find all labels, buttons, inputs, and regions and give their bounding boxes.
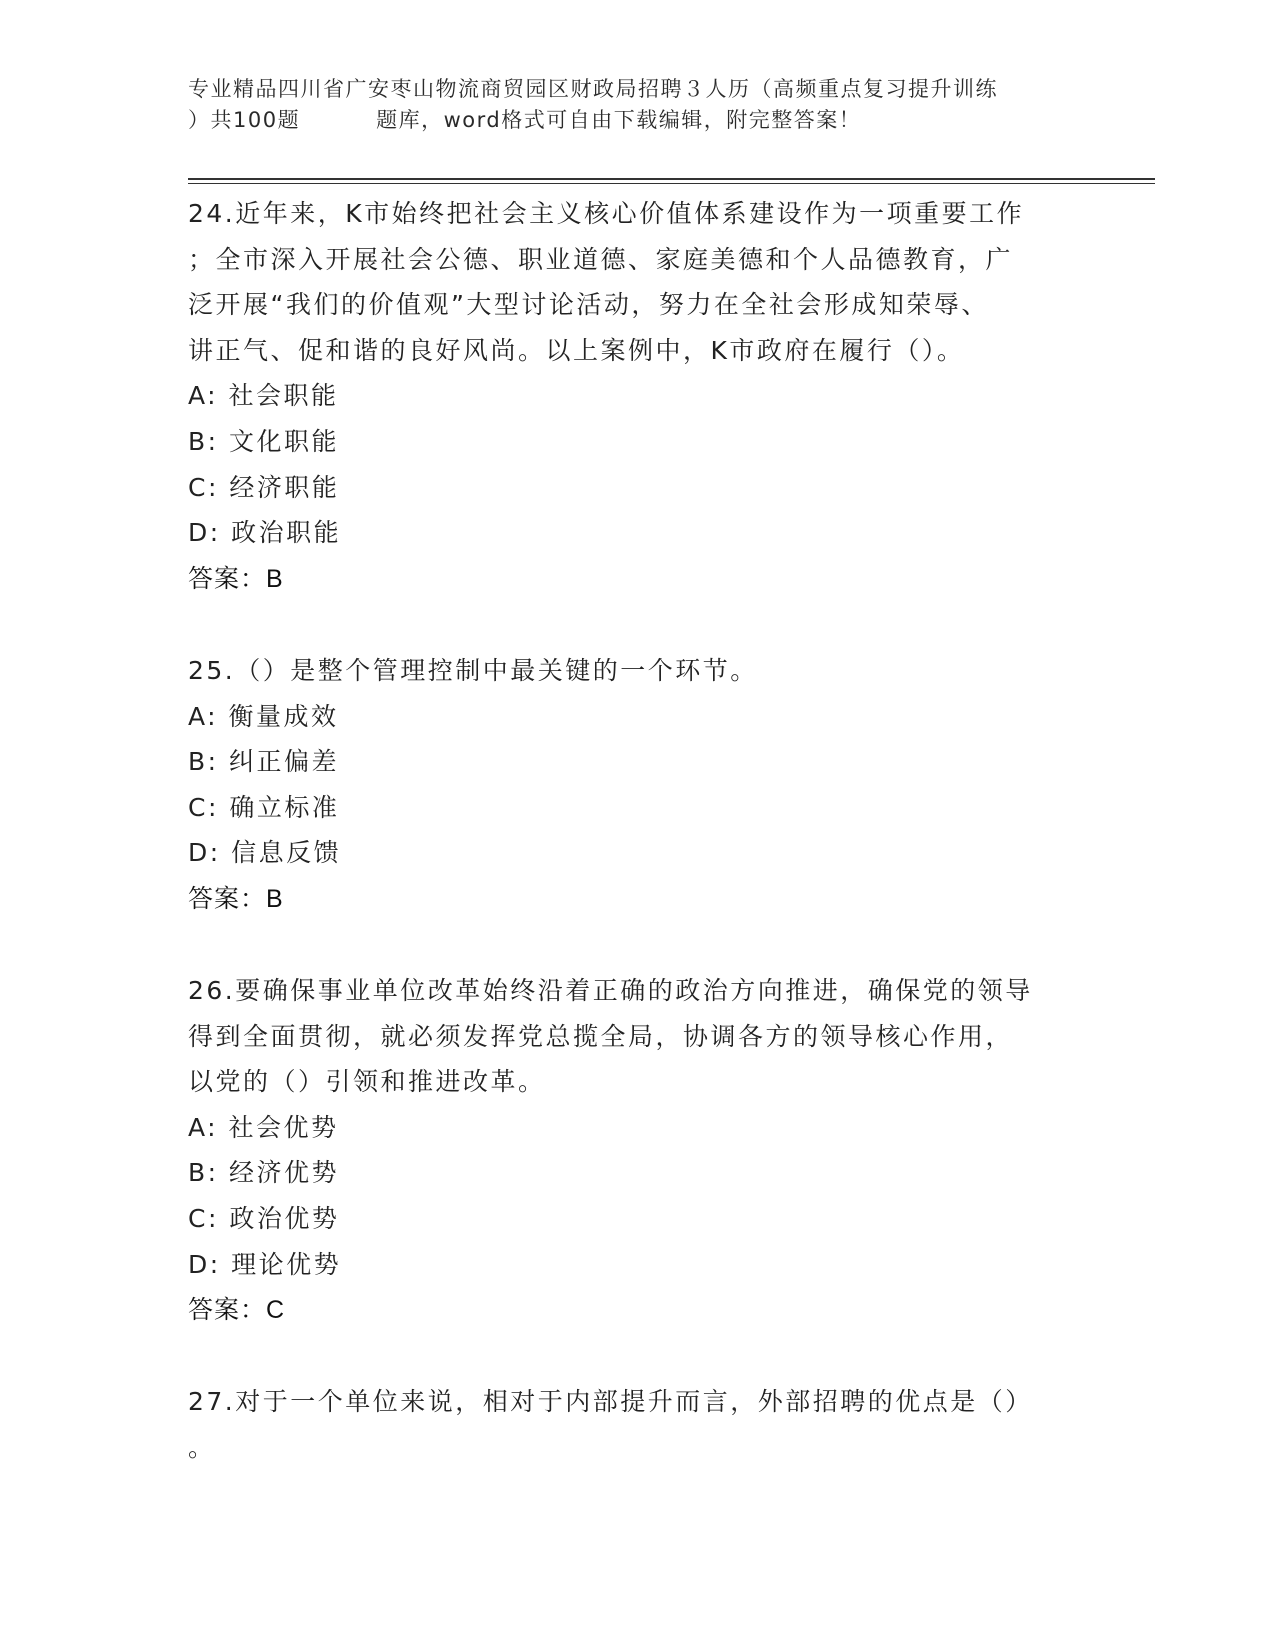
question-stem [188, 191, 1088, 373]
stem-line: 。 [188, 1433, 216, 1463]
question-27 [188, 1379, 1088, 1470]
header-title-line-1: 专业精品四川省广安枣山物流商贸园区财政局招聘３人历（高频重点复习提升训练 [188, 77, 998, 101]
header-divider-thin [188, 183, 1155, 184]
option-b: B: 文化职能 [188, 426, 340, 456]
answer-label: 答案： [188, 1295, 267, 1325]
option-c: C: 经济职能 [188, 472, 340, 502]
header-count: ）共100题 [188, 108, 301, 132]
stem-line: 25.（）是整个管理控制中最关键的一个环节。 [188, 655, 758, 685]
answer-label: 答案： [188, 883, 267, 913]
stem-line: 讲正气、促和谐的良好风尚。以上案例中，K市政府在履行（）。 [188, 335, 965, 365]
option-a: A: 社会优势 [188, 1112, 339, 1142]
question-25 [188, 648, 1088, 923]
option-a: A: 衡量成效 [188, 701, 339, 731]
option-d: D: 政治职能 [188, 518, 342, 548]
option-c: C: 确立标准 [188, 792, 340, 822]
option-c: C: 政治优势 [188, 1204, 340, 1234]
option-b: B: 经济优势 [188, 1158, 340, 1188]
option-d: D: 理论优势 [188, 1249, 342, 1279]
stem-line: ；全市深入开展社会公德、职业道德、家庭美德和个人品德教育，广 [188, 244, 1014, 274]
option-d: D: 信息反馈 [188, 838, 342, 868]
question-stem [188, 1379, 1088, 1470]
stem-line: 以党的（）引领和推进改革。 [188, 1067, 546, 1097]
option-a: A: 社会职能 [188, 381, 339, 411]
question-stem [188, 648, 1088, 694]
stem-line: 泛开展“我们的价值观”大型讨论活动，努力在全社会形成知荣辱、 [188, 290, 989, 320]
answer-value: B [266, 564, 284, 593]
stem-line: 26.要确保事业单位改革始终沿着正确的政治方向推进，确保党的领导 [188, 976, 1033, 1006]
answer-value: B [266, 884, 284, 913]
document-header [188, 74, 1088, 136]
question-stem [188, 968, 1088, 1105]
question-24 [188, 191, 1088, 602]
answer [188, 556, 1088, 603]
answer [188, 1287, 1088, 1334]
answer-value: C [266, 1296, 286, 1325]
question-26 [188, 968, 1088, 1334]
stem-line: 24.近年来，K市始终把社会主义核心价值体系建设作为一项重要工作 [188, 199, 1025, 228]
header-title-line-2 [188, 105, 1088, 136]
option-b: B: 纠正偏差 [188, 747, 340, 777]
stem-line: 27.对于一个单位来说，相对于内部提升而言，外部招聘的优点是（） [188, 1387, 1033, 1417]
answer-label: 答案： [188, 563, 267, 593]
question-list [188, 191, 1088, 1471]
stem-line: 得到全面贯彻，就必须发挥党总揽全局，协调各方的领导核心作用， [188, 1021, 1014, 1051]
header-divider-thick [188, 178, 1155, 180]
header-note: 题库，word格式可自由下载编辑，附完整答案！ [376, 108, 862, 132]
answer [188, 876, 1088, 923]
